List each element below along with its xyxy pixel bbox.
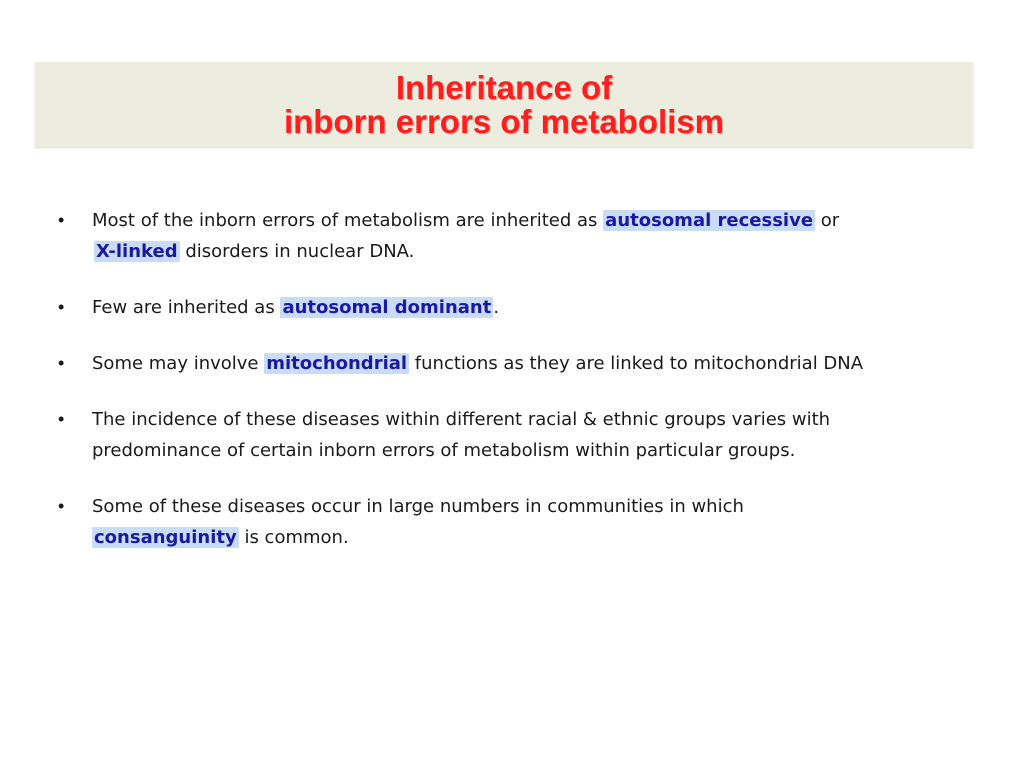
bullet-dot-icon: • [58,297,65,317]
bullet-dot-icon: • [58,210,65,230]
bullet-text: or [820,210,840,231]
bullet-text: Most of the inborn errors of metabolism are inherited as [92,210,598,231]
bullet-line: Some of these diseases occur in large numbers in communities in which [92,496,744,517]
highlight-term: consanguinity [94,527,237,548]
bullet-item [50,491,970,553]
bullet-line: predominance of certain inborn errors of metabolism within particular groups. [92,440,796,461]
bullet-text: is common. [244,527,349,548]
highlight-term: autosomal recessive [605,210,814,231]
highlight-term: X-linked [96,241,178,262]
highlight-term: autosomal dominant [282,297,492,318]
highlight-term: mitochondrial [266,353,408,374]
bullet-text: disorders in nuclear DNA. [185,241,415,262]
bullet-text: Few are inherited as [92,297,275,318]
bullet-line [92,236,970,267]
bullet-item [50,205,970,267]
slide-title-line-1: Inheritance of [395,68,613,106]
bullet-item [50,292,970,323]
bullet-item [50,404,970,466]
bullet-line [92,522,970,553]
slide-title-line-2: inborn errors of metabolism [283,102,725,140]
bullet-dot-icon: • [58,409,65,429]
title-band [35,62,973,147]
bullet-dot-icon: • [58,353,65,373]
bullet-line: The incidence of these diseases within different racial & ethnic groups varies with [92,409,831,430]
bullet-line [92,292,970,323]
bullet-list [50,205,970,578]
bullet-text: Some may involve [92,353,259,374]
bullet-item [50,348,970,379]
bullet-text: functions as they are linked to mitochondrial DNA [414,353,864,374]
bullet-line [92,348,970,379]
bullet-line [92,205,970,236]
bullet-text: . [493,297,500,318]
bullet-dot-icon: • [58,496,65,516]
